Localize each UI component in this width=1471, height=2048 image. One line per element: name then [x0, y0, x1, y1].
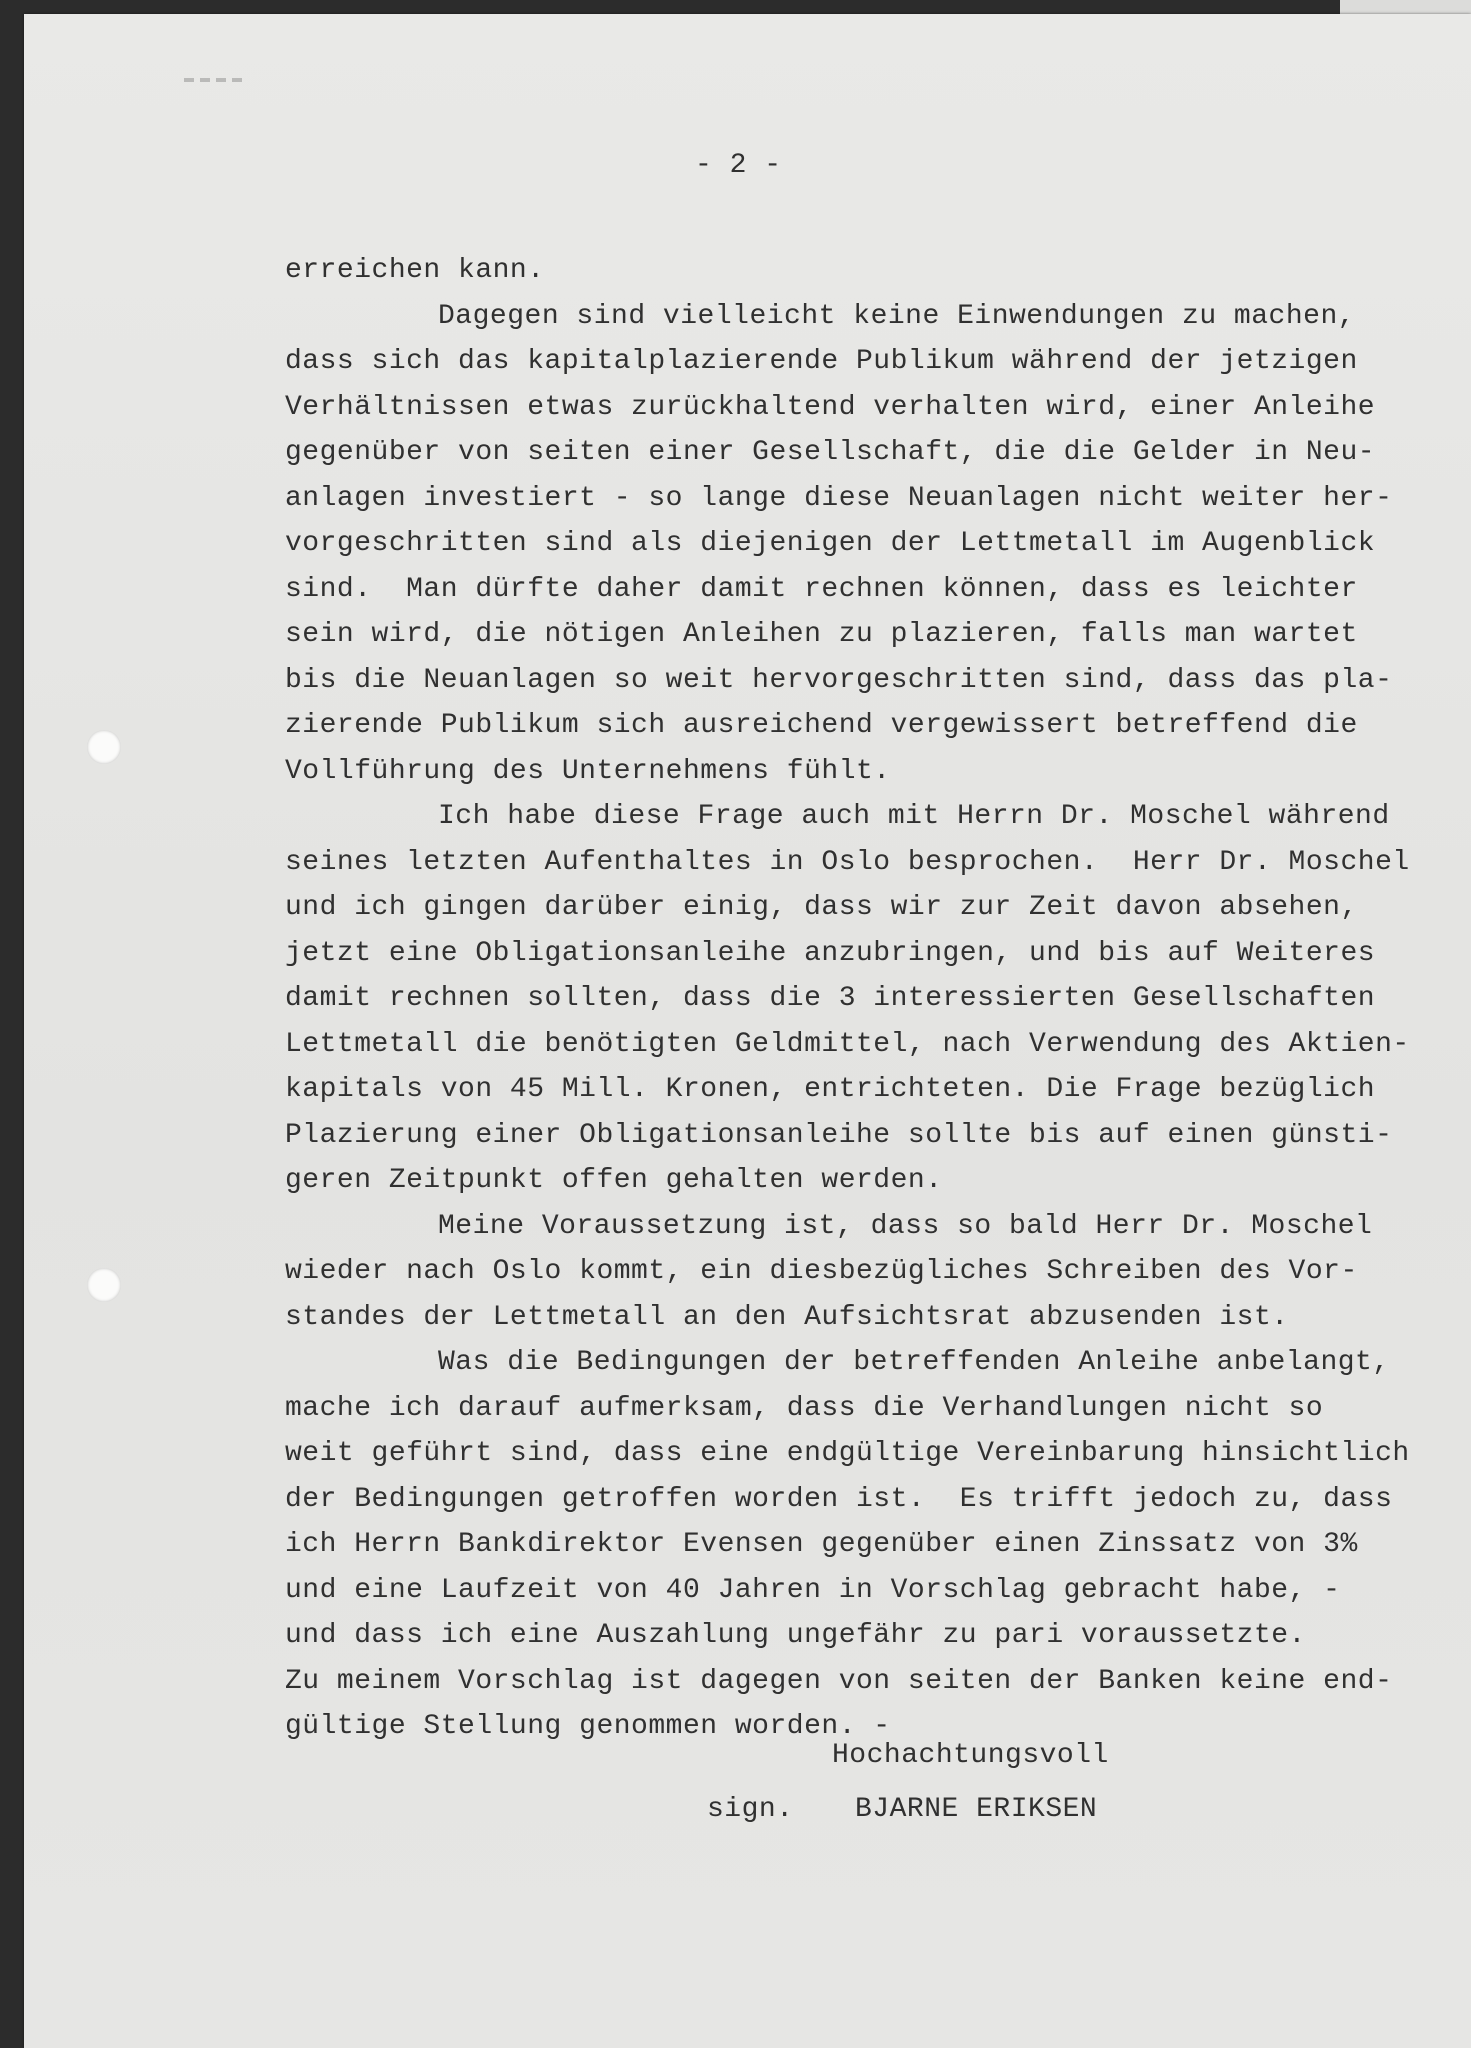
- text-line: geren Zeitpunkt offen gehalten werden.: [285, 1165, 943, 1196]
- closing-salutation: Hochachtungsvoll: [832, 1740, 1109, 1771]
- text-line: jetzt eine Obligationsanleihe anzubringen, und bis auf Weiteres: [285, 937, 1376, 969]
- paragraph: [285, 1204, 1425, 1341]
- text-line: zierende Publikum sich ausreichend vergewissert betreffend die: [285, 710, 1358, 741]
- text-line: bis die Neuanlagen so weit hervorgeschritten sind, dass das pla-: [285, 664, 1393, 696]
- text-line: standes der Lettmetall an den Aufsichtsrat abzusenden ist.: [285, 1301, 1289, 1333]
- punch-hole-lower: [87, 1268, 121, 1302]
- text-line: Zu meinem Vorschlag ist dagegen von seiten der Banken keine end-: [285, 1665, 1393, 1697]
- signature-line: [707, 1794, 1097, 1825]
- text-line: und ich gingen darüber einig, dass wir zur Zeit davon absehen,: [285, 892, 1358, 923]
- text-line: weit geführt sind, dass eine endgültige Vereinbarung hinsichtlich: [285, 1438, 1410, 1469]
- text-line: gültige Stellung genommen worden. -: [285, 1711, 891, 1742]
- letter-body: [285, 248, 1425, 1750]
- signature-name: BJARNE ERIKSEN: [855, 1794, 1098, 1825]
- text-line: gegenüber von seiten einer Gesellschaft, die die Gelder in Neu-: [285, 437, 1376, 468]
- text-line: Dagegen sind vielleicht keine Einwendungen zu machen,: [438, 300, 1356, 332]
- paragraph: [285, 248, 1425, 294]
- paragraph: [285, 1340, 1425, 1750]
- text-line: und dass ich eine Auszahlung ungefähr zu pari voraussetzte.: [285, 1620, 1306, 1651]
- page-number: - 2 -: [695, 150, 782, 181]
- text-line: wieder nach Oslo kommt, ein diesbezügliches Schreiben des Vor-: [285, 1256, 1358, 1287]
- text-line: mache ich darauf aufmerksam, dass die Verhandlungen nicht so: [285, 1392, 1324, 1424]
- text-line: anlagen investiert - so lange diese Neuanlagen nicht weiter her-: [285, 482, 1393, 514]
- text-line: vorgeschritten sind als diejenigen der Lettmetall im Augenblick: [285, 528, 1376, 559]
- paragraph: [285, 794, 1425, 1204]
- text-line: erreichen kann.: [285, 255, 545, 286]
- text-line: Was die Bedingungen der betreffenden Anleihe anbelangt,: [438, 1347, 1390, 1378]
- text-line: Ich habe diese Frage auch mit Herrn Dr. Moschel während: [438, 801, 1390, 832]
- text-line: Verhältnissen etwas zurückhaltend verhalten wird, einer Anleihe: [285, 391, 1376, 423]
- text-line: Meine Voraussetzung ist, dass so bald Herr Dr. Moschel: [438, 1210, 1373, 1242]
- text-line: Vollführung des Unternehmens fühlt.: [285, 755, 891, 787]
- text-line: seines letzten Aufenthaltes in Oslo besprochen. Herr Dr. Moschel: [285, 846, 1410, 878]
- text-line: der Bedingungen getroffen worden ist. Es trifft jedoch zu, dass: [285, 1483, 1393, 1515]
- text-line: und eine Laufzeit von 40 Jahren in Vorschlag gebracht habe, -: [285, 1574, 1341, 1606]
- text-line: sein wird, die nötigen Anleihen zu plazieren, falls man wartet: [285, 619, 1358, 650]
- text-line: sind. Man dürfte daher damit rechnen können, dass es leichter: [285, 573, 1358, 605]
- text-line: Plazierung einer Obligationsanleihe sollte bis auf einen günsti-: [285, 1119, 1393, 1151]
- text-line: dass sich das kapitalplazierende Publikum während der jetzigen: [285, 346, 1358, 377]
- edge-smudge: [184, 78, 244, 82]
- punch-hole-upper: [87, 730, 121, 764]
- text-line: ich Herrn Bankdirektor Evensen gegenüber einen Zinssatz von 3%: [285, 1529, 1358, 1560]
- paragraph: [285, 294, 1425, 795]
- signature-label: sign.: [707, 1794, 794, 1825]
- text-line: kapitals von 45 Mill. Kronen, entrichteten. Die Frage bezüglich: [285, 1074, 1376, 1105]
- text-line: damit rechnen sollten, dass die 3 interessierten Gesellschaften: [285, 983, 1376, 1014]
- text-line: Lettmetall die benötigten Geldmittel, nach Verwendung des Aktien-: [285, 1028, 1410, 1060]
